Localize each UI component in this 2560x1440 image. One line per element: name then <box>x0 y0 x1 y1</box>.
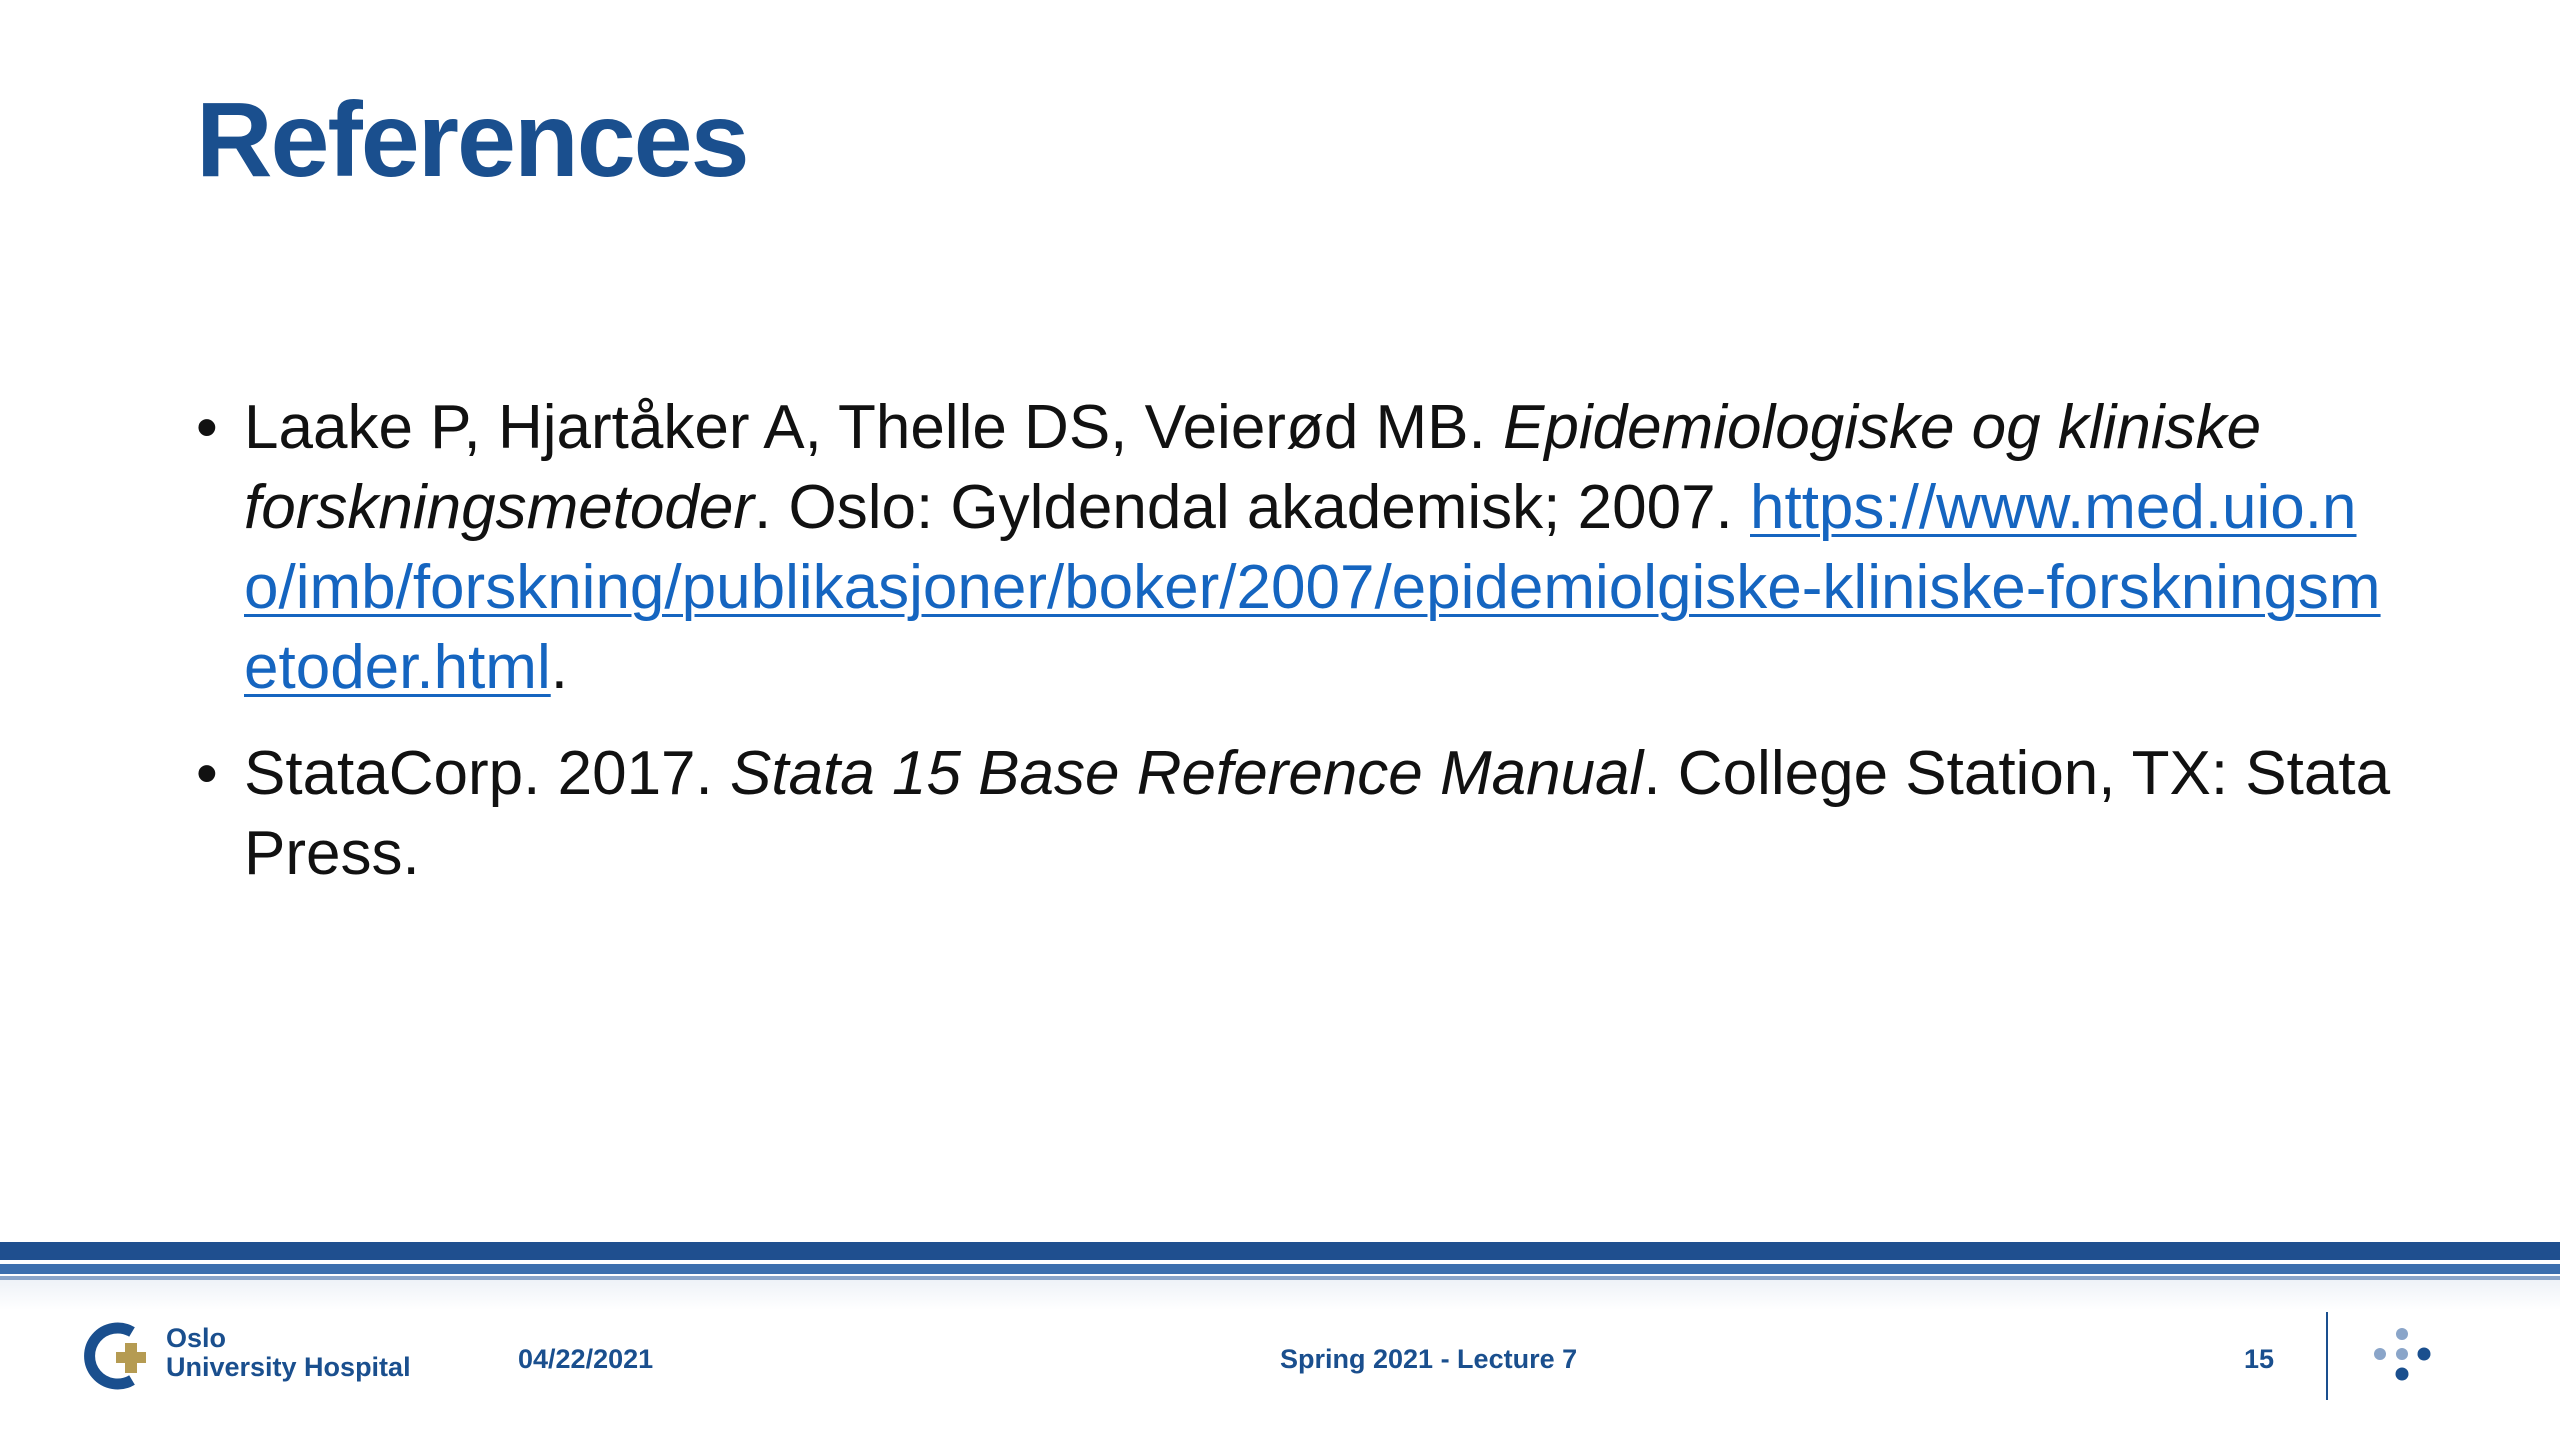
list-item <box>196 734 2396 894</box>
logo-line-2: University Hospital <box>166 1352 411 1382</box>
footer-date: 04/22/2021 <box>518 1344 654 1374</box>
reference-publisher: . College Station, TX: Stata Press. <box>244 739 2391 888</box>
footer-lecture: Spring 2021 - Lecture 7 <box>1280 1344 1578 1374</box>
footer-shadow <box>0 1280 2560 1310</box>
page-number: 15 <box>2244 1344 2275 1374</box>
reference-title: Stata 15 Base Reference Manual <box>729 739 1644 808</box>
bullet-icon: • <box>196 739 218 808</box>
footer-band <box>0 1242 2560 1260</box>
hospital-logo-icon <box>78 1318 154 1394</box>
reference-list <box>196 388 2396 920</box>
logo-text <box>166 1324 411 1382</box>
dots-pattern-icon <box>2370 1326 2440 1390</box>
reference-authors: Laake P, Hjartåker A, Thelle DS, Veierød MB. <box>244 393 1503 462</box>
reference-authors: StataCorp. 2017. <box>244 739 730 808</box>
page-title: References <box>196 81 748 199</box>
reference-title: Epidemiologiske og kliniske forskningsmetoder <box>244 393 2262 542</box>
reference-publisher: . Oslo: Gyldendal akademisk; 2007. <box>754 473 1750 542</box>
footer-divider <box>2326 1312 2328 1400</box>
list-item <box>196 388 2396 708</box>
reference-link[interactable]: https://www.med.uio.no/imb/forskning/publikasjoner/boker/2007/epidemiolgiske-kliniske-forskningsmetoder.html <box>244 473 2381 702</box>
bullet-icon: • <box>196 393 218 462</box>
hospital-logo <box>78 1318 438 1398</box>
logo-line-1: Oslo <box>166 1323 227 1353</box>
footer-band-secondary <box>0 1264 2560 1274</box>
reference-trailing: . <box>550 633 568 702</box>
